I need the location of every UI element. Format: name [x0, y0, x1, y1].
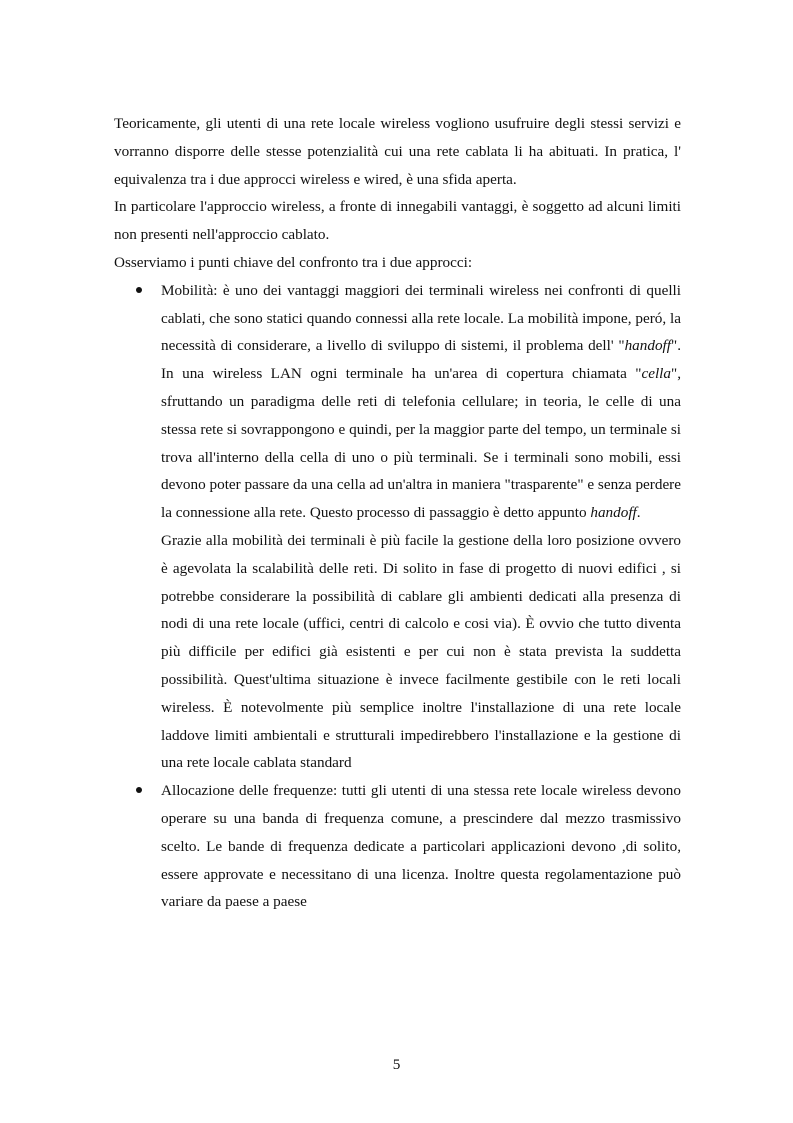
bullet-icon: [136, 787, 142, 793]
list-item-frequencies: [114, 777, 681, 916]
mobility-paragraph-2: Grazie alla mobilità dei terminali è più facile la gestione della loro posizione ovvero è agevolata la scalabilità delle reti. Di solito in fase di progetto di nuovi edifici , si potrebbe considerare la possibilità di cablare gli ambienti dedicati alla presenza di nodi di una rete locale (uffici, centri di calcolo e cosi via). È ovvio che tutto diventa più difficile per edifici già esistenti e per cui non è stata prevista la suddetta possibilità. Quest'ultima situazione è invece facilmente gestibile con le reti locali wireless. È notevolmente più semplice inoltre l'installazione di una rete locale laddove limiti ambientali e strutturali impedirebbero l'installazione e la gestione di una rete locale cablata standard: [161, 531, 681, 772]
frequencies-paragraph: Allocazione delle frequenze: tutti gli utenti di una stessa rete locale wireless devono operare su una banda di frequenza comune, a prescindere dal mezzo trasmissivo scelto. Le bande di frequenza dedicate a particolari applicazioni devono ,di solito, essere approvate e necessitano di una licenza. Inoltre questa regolamentazione può variare da paese a paese: [161, 782, 681, 911]
wireless-limits-paragraph: In particolare l'approccio wireless, a fronte di innegabili vantaggi, è soggetto ad alcuni limiti non presenti nell'approccio cablato.: [114, 198, 681, 244]
list-item-mobility: [114, 277, 681, 777]
key-points-intro: Osserviamo i punti chiave del confronto tra i due approcci:: [114, 253, 473, 271]
handoff-term: handoff: [624, 337, 671, 355]
mobility-paragraph: [161, 277, 681, 527]
mobility-text-4: .: [636, 504, 641, 522]
handoff-term-2: handoff: [590, 504, 637, 522]
mobility-text-3: ", sfruttando un paradigma delle reti di telefonia cellulare; in teoria, le celle di una stessa rete si sovrappongono e quindi, per la maggior parte del tempo, un terminale si trova all'interno della cella di uno o più terminali. Se i terminali sono mobili, essi devono poter passare da una cella ad un'altra in maniera "trasparente" e senza perdere la connessione alla rete. Questo processo di passaggio è detto appunto: [161, 365, 681, 522]
cella-term: cella: [641, 365, 671, 383]
comparison-list: [114, 277, 681, 916]
mobility-text-2: ". In una wireless LAN ogni terminale ha un'area di copertura chiamata ": [161, 337, 681, 383]
bullet-icon: [136, 287, 142, 293]
page-body: [114, 110, 681, 916]
intro-paragraph: Teoricamente, gli utenti di una rete locale wireless vogliono usufruire degli stessi servizi e vorranno disporre delle stesse potenzialità cui una rete cablata li ha abituati. In pratica, l' equivalenza tra i due approcci wireless e wired, è una sfida aperta.: [114, 115, 681, 188]
mobility-text-1: Mobilità: è uno dei vantaggi maggiori dei terminali wireless nei confronti di quelli cablati, che sono statici quando connessi alla rete locale. La mobilità impone, peró, la necessità di considerare, a livello di sviluppo di sistemi, il problema dell' ": [161, 281, 681, 355]
page-number: 5: [392, 1056, 401, 1073]
